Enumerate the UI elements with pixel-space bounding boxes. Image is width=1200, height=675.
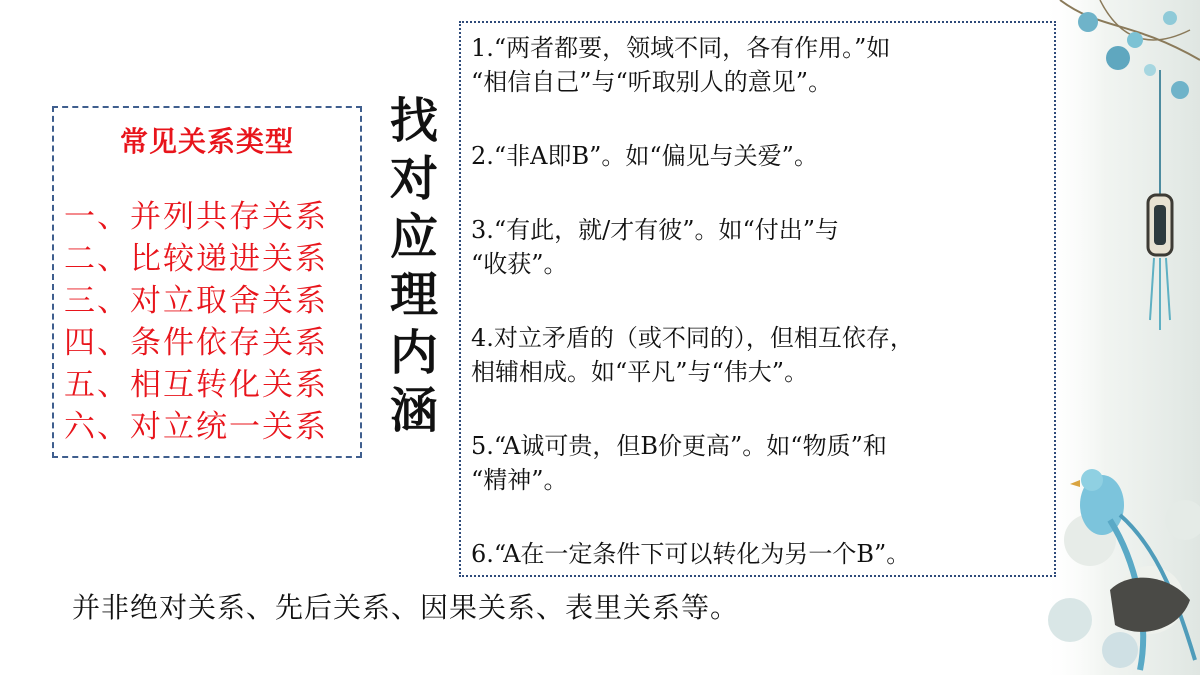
title-char: 内: [389, 325, 438, 381]
explanation-item-6: [471, 537, 1050, 571]
explanation-line: 3.“有此，就/才有彼”。如“付出”与: [471, 216, 840, 244]
explanation-line: “相信自己”与“听取别人的意见”。: [471, 68, 833, 96]
explanations-box: [459, 21, 1056, 577]
title-char: 找: [389, 93, 438, 149]
title-char: 涵: [389, 383, 438, 439]
relationship-type-6: 六、对立统一关系: [64, 409, 328, 445]
explanation-line: 5.“A诚可贵，但B价更高”。如“物质”和: [471, 432, 887, 460]
title-char: 应: [389, 209, 438, 265]
explanation-line: 6.“A在一定条件下可以转化为另一个B”。: [471, 540, 911, 568]
explanation-line: 1.“两者都要，领域不同，各有作用。”如: [471, 34, 891, 62]
title-char: 理: [389, 267, 438, 323]
explanation-line: 2.“非A即B”。如“偏见与关爱”。: [471, 142, 818, 170]
title-char: 对: [389, 151, 438, 207]
explanation-item-4: [471, 321, 1050, 389]
explanation-item-3: [471, 213, 1050, 281]
center-vertical-title: [384, 92, 444, 440]
relationship-types-box: [52, 106, 362, 458]
bottom-note: 并非绝对关系、先后关系、因果关系、表里关系等。: [72, 591, 740, 624]
explanation-line: 相辅相成。如“平凡”与“伟大”。: [471, 358, 809, 386]
relationship-types-title: 常见关系类型: [119, 125, 294, 158]
relationship-type-1: 一、并列共存关系: [64, 199, 328, 235]
relationship-type-2: 二、比较递进关系: [64, 241, 328, 277]
explanation-item-5: [471, 429, 1050, 497]
explanation-line: 4.对立矛盾的（或不同的），但相互依存，: [471, 324, 914, 352]
relationship-type-3: 三、对立取舍关系: [64, 283, 328, 319]
explanation-line: “精神”。: [471, 466, 568, 494]
relationship-type-5: 五、相互转化关系: [64, 367, 328, 403]
floral-decoration: [1040, 0, 1200, 675]
explanation-item-2: [471, 139, 1050, 173]
relationship-type-4: 四、条件依存关系: [64, 325, 328, 361]
relationship-types-list: [54, 196, 360, 448]
explanation-line: “收获”。: [471, 250, 568, 278]
explanation-item-1: [471, 31, 1050, 99]
